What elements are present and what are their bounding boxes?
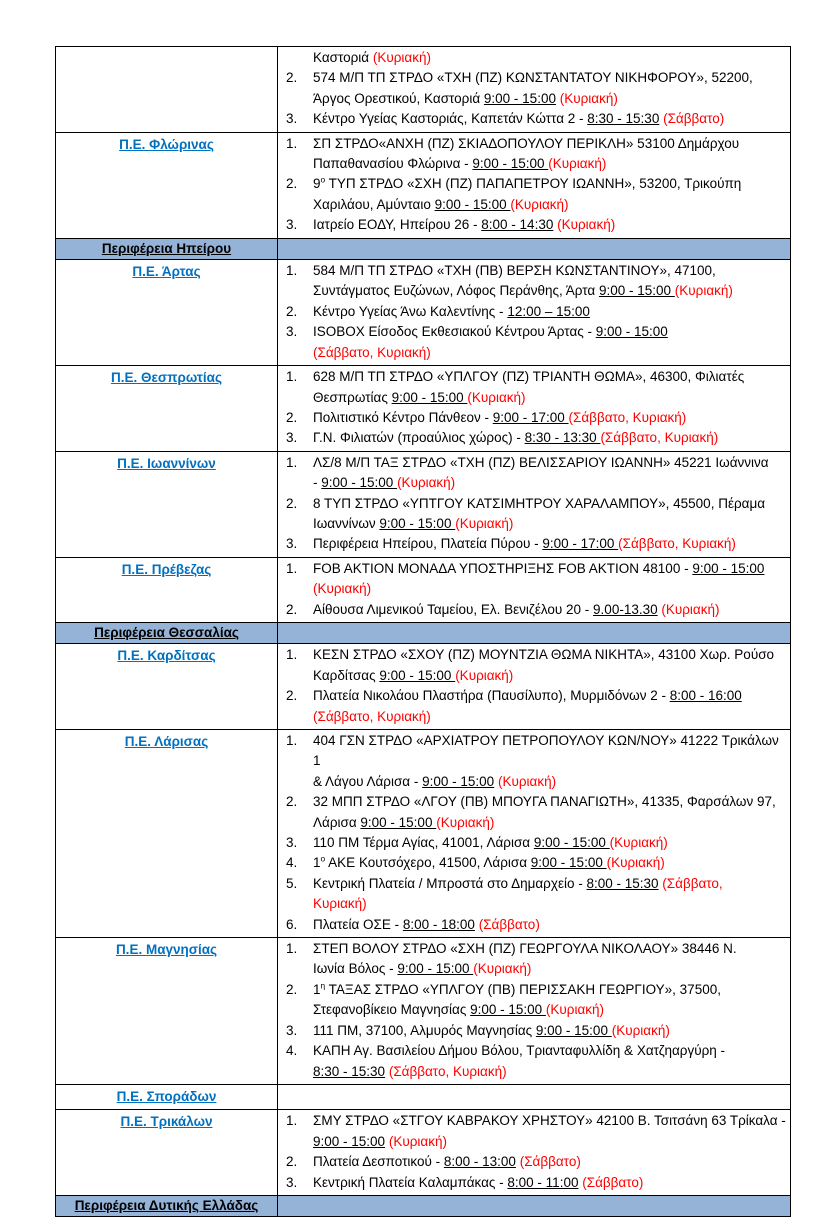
unit-row	[56, 132, 791, 238]
unit-label-cell	[56, 644, 278, 730]
location-text: Ιατρείο ΕΟΔΥ, Ηπείρου 26 -	[313, 217, 482, 233]
location-text: Κεντρική Πλατεία / Μπροστά στο Δημαρχείο -	[313, 875, 587, 891]
locations-cell	[278, 1110, 791, 1196]
item-number: 3.	[286, 324, 298, 340]
locations-cell	[278, 730, 791, 938]
opening-hours: 9:00 - 15:00	[379, 515, 456, 531]
day-annotation: (Κυριακή)	[545, 1002, 605, 1018]
item-number: 1.	[286, 454, 298, 470]
opening-hours: 9:00 - 15:00	[533, 835, 610, 851]
location-text: ΛΣ/8 Μ/Π ΤΑΞ ΣΤΡΔΟ «ΤΧΗ (ΠΖ) ΒΕΛΙΣΣΑΡΙΟΥ ΙΩΑΝΝΗ» 45221 Ιωάννινα	[313, 454, 769, 470]
opening-hours: 9.00-13.30	[593, 601, 658, 617]
unit-row	[56, 260, 791, 366]
location-list-item	[286, 939, 786, 980]
item-text	[313, 1173, 786, 1193]
location-text: Κέντρο Υγείας Άνω Καλεντίνης -	[313, 303, 508, 319]
location-text: Κεντρική Πλατεία Καλαμπάκας -	[313, 1174, 508, 1190]
item-text	[313, 833, 786, 853]
location-list-item	[286, 1152, 786, 1172]
location-text: Λάρισα	[313, 814, 361, 830]
day-annotation: (Σάββατο, Κυριακή)	[313, 708, 431, 724]
superscript: ο	[320, 853, 326, 864]
item-number: 1.	[286, 263, 298, 279]
day-annotation: (Κυριακή)	[455, 515, 514, 531]
location-text: Συντάγματος Ευζώνων, Λόφος Περάνθης, Άρτα	[313, 283, 599, 299]
unit-row	[56, 557, 791, 622]
unit-label-cell	[56, 1084, 278, 1109]
item-number: 4.	[286, 855, 298, 871]
item-number: 3.	[286, 430, 298, 446]
item-text	[313, 645, 786, 686]
unit-label-cell	[56, 1110, 278, 1196]
location-list-item	[286, 367, 786, 408]
day-annotation: (Σάββατο)	[582, 1174, 644, 1190]
item-text	[313, 792, 786, 833]
day-annotation: (Κυριακή)	[313, 581, 372, 597]
location-text: 8 ΤΥΠ ΣΤΡΔΟ «ΥΠΤΓΟΥ ΚΑΤΣΙΜΗΤΡΟΥ ΧΑΡΑΛΑΜΠΟΥ», 45500, Πέραμα	[313, 495, 766, 511]
location-text: Γ.Ν. Φιλιατών (προαύλιος χώρος) -	[313, 430, 525, 446]
unit-label-link[interactable]: Π.Ε. Λάρισας	[124, 734, 209, 749]
item-text	[313, 915, 786, 935]
item-number: 3.	[286, 536, 298, 552]
item-text	[313, 980, 786, 1021]
opening-hours: 9:00 - 15:00	[472, 156, 549, 172]
unit-label-link[interactable]: Π.Ε. Άρτας	[132, 264, 201, 280]
location-list-item	[286, 494, 786, 535]
item-text	[313, 1021, 786, 1041]
opening-hours: 8:00 - 18:00	[402, 916, 475, 932]
region-header-cell	[56, 622, 278, 643]
opening-hours: 9:00 - 15:00	[530, 855, 607, 871]
day-annotation: (Κυριακή)	[436, 814, 495, 830]
day-annotation: (Σάββατο, Κυριακή)	[600, 430, 719, 446]
opening-hours: 9:00 - 15:00	[360, 814, 437, 830]
item-number: 2.	[286, 70, 298, 86]
day-annotation: (Κυριακή)	[467, 389, 526, 405]
opening-hours: 12:00 – 15:00	[507, 303, 590, 319]
item-text	[313, 853, 786, 873]
schedule-table-body	[56, 47, 791, 1217]
unit-label-cell	[56, 451, 278, 557]
item-number: 3.	[286, 217, 298, 233]
item-text	[313, 686, 786, 727]
location-text: ΣΜΥ ΣΤΡΔΟ «ΣΤΓΟΥ ΚΑΒΡΑΚΟΥ ΧΡΗΣΤΟΥ» 42100 Β. Τσιτσάνη 63 Τρίκαλα -	[313, 1113, 786, 1129]
location-text: ΤΥΠ ΣΤΡΔΟ «ΣΧΗ (ΠΖ) ΠΑΠΑΠΕΤΡΟΥ ΙΩΑΝΝΗ», 53200, Τρικούπη	[325, 176, 742, 192]
item-number: 6.	[286, 916, 298, 932]
unit-label-link[interactable]: Π.Ε. Σποράδων	[116, 1088, 217, 1104]
opening-hours: 9:00 - 15:00	[313, 1133, 386, 1149]
day-annotation: (Κυριακή)	[388, 1133, 447, 1149]
item-text	[313, 494, 786, 535]
item-number: 2.	[286, 495, 298, 511]
item-text	[313, 559, 786, 600]
region-header-empty-cell	[278, 1195, 791, 1216]
item-number: 2.	[286, 601, 298, 617]
location-text: ΑΚΕ Κουτσόχερο, 41500, Λάρισα	[325, 855, 531, 871]
location-text: Άργος Ορεστικού, Καστοριά	[313, 90, 484, 106]
item-text	[313, 731, 786, 792]
opening-hours: 9:00 - 15:00	[321, 475, 398, 491]
day-annotation: (Σάββατο)	[478, 916, 540, 932]
opening-hours: 8:00 - 13:00	[443, 1154, 516, 1170]
item-text	[313, 453, 786, 494]
day-annotation: (Κυριακή)	[611, 1022, 670, 1038]
item-number: 3.	[286, 1174, 298, 1190]
locations-cell	[278, 557, 791, 622]
location-text: ΚΑΠΗ Αγ. Βασιλείου Δήμου Βόλου, Τριανταφυλλίδη & Χατζηαργύρη -	[313, 1043, 726, 1059]
item-text	[313, 302, 786, 322]
location-list-item	[286, 134, 786, 175]
item-number: 1.	[286, 1113, 298, 1129]
region-header-label: Περιφέρεια Δυτικής Ελλάδας	[74, 1197, 259, 1213]
unit-row	[56, 1110, 791, 1196]
unit-label-link[interactable]: Π.Ε. Φλώρινας	[119, 136, 214, 152]
item-text	[313, 174, 786, 215]
location-text: Πλατεία Νικολάου Πλαστήρα (Παυσίλυπο), Μυρμιδόνων 2 -	[313, 688, 670, 704]
item-number: 3.	[286, 1022, 298, 1038]
region-header-cell	[56, 1195, 278, 1216]
item-text	[313, 534, 786, 554]
location-text: ΚΕΣΝ ΣΤΡΔΟ «ΣΧΟΥ (ΠΖ) ΜΟΥΝΤΖΙΑ ΘΩΜΑ ΝΙΚΗΤΑ», 43100 Χωρ. Ρούσο	[313, 647, 775, 663]
region-header-empty-cell	[278, 238, 791, 259]
superscript: ο	[320, 174, 326, 185]
location-text: 574 Μ/Π ΤΠ ΣΤΡΔΟ «ΤΧΗ (ΠΖ) ΚΩΝΣΤΑΝΤΑΤΟΥ ΝΙΚΗΦΟΡΟΥ», 52200,	[313, 70, 753, 86]
location-text: Αίθουσα Λιμενικού Ταμείου, Ελ. Βενιζέλου 20 -	[313, 601, 594, 617]
location-text: Παπαθανασίου Φλώρινα -	[313, 156, 473, 172]
day-annotation: (Κυριακή)	[609, 835, 668, 851]
superscript: η	[320, 980, 326, 991]
opening-hours: 9:00 - 15:00	[692, 560, 765, 576]
day-annotation: (Κυριακή)	[661, 601, 720, 617]
unit-label-cell	[56, 366, 278, 452]
unit-row	[56, 366, 791, 452]
unit-row	[56, 451, 791, 557]
location-text: ΤΑΞΑΣ ΣΤΡΔΟ «ΥΠΛΓΟΥ (ΠΒ) ΠΕΡΙΣΣΑΚΗ ΓΕΩΡΓΙΟΥ», 37500,	[325, 981, 721, 997]
day-annotation: (Σάββατο, Κυριακή)	[388, 1063, 507, 1079]
opening-hours: 8:30 - 13:30	[524, 430, 601, 446]
location-text: 1	[313, 981, 321, 997]
location-list-item	[286, 833, 786, 853]
location-text: Πολιτιστικό Κέντρο Πάνθεον -	[313, 409, 493, 425]
item-number: 1.	[286, 733, 298, 748]
region-header-label: Περιφέρεια Ηπείρου	[101, 240, 232, 256]
location-list-item	[286, 731, 786, 792]
unit-label-cell	[56, 260, 278, 366]
item-number: 2.	[286, 688, 298, 704]
document-body	[55, 46, 791, 1217]
opening-hours: 9:00 - 17:00	[492, 409, 569, 425]
unit-label-link[interactable]: Π.Ε. Ιωαννίνων	[117, 455, 216, 471]
location-list-item	[286, 853, 786, 873]
day-annotation: (Κυριακή)	[372, 50, 431, 65]
location-list-item	[286, 261, 786, 302]
location-text: Καρδίτσας	[313, 667, 380, 683]
location-text: -	[313, 475, 322, 491]
location-list-item	[286, 109, 786, 129]
item-text	[313, 134, 786, 175]
item-text	[313, 1041, 786, 1082]
location-text: 110 ΠΜ Τέρμα Αγίας, 41001, Λάρισα	[313, 835, 534, 851]
unit-label-link[interactable]: Π.Ε. Θεσπρωτίας	[111, 370, 222, 386]
location-list-item	[286, 980, 786, 1021]
locations-cell	[278, 47, 791, 133]
item-number: 2.	[286, 303, 298, 319]
location-text: Περιφέρεια Ηπείρου, Πλατεία Πύρου -	[313, 536, 543, 552]
unit-label-cell	[56, 557, 278, 622]
location-list-item	[286, 428, 786, 448]
item-text	[313, 367, 786, 408]
item-number: 3.	[286, 835, 298, 851]
location-list-item	[286, 68, 786, 109]
location-list-item	[286, 600, 786, 620]
opening-hours: 9:00 - 15:00	[391, 389, 468, 405]
day-annotation: (Σάββατο, Κυριακή)	[568, 409, 687, 425]
location-text: 584 Μ/Π ΤΠ ΣΤΡΔΟ «ΤΧΗ (ΠΒ) ΒΕΡΣΗ ΚΩΝΣΤΑΝΤΙΝΟΥ», 47100,	[313, 263, 716, 279]
item-number: 2.	[286, 981, 298, 997]
locations-cell	[278, 451, 791, 557]
locations-cell	[278, 644, 791, 730]
item-number: 1.	[286, 647, 298, 663]
unit-row	[56, 938, 791, 1085]
item-text	[313, 48, 786, 68]
day-annotation: (Κυριακή)	[397, 475, 456, 491]
unit-label-cell	[56, 938, 278, 1085]
item-text	[313, 215, 786, 235]
item-number: 2.	[286, 794, 298, 810]
opening-hours: 9:00 - 15:00	[397, 961, 474, 977]
location-text: ΣΤΕΠ ΒΟΛΟΥ ΣΤΡΔΟ «ΣΧΗ (ΠΖ) ΓΕΩΡΓΟΥΛΑ ΝΙΚΟΛΑΟΥ» 38446 Ν.	[313, 941, 737, 957]
locations-cell	[278, 260, 791, 366]
day-annotation: (Κυριακή)	[455, 667, 514, 683]
item-number: 1.	[286, 135, 298, 151]
item-number: 2.	[286, 409, 298, 425]
location-text: Κέντρο Υγείας Καστοριάς, Καπετάν Κώττα 2 -	[313, 111, 588, 127]
opening-hours: 9:00 - 15:00	[379, 667, 456, 683]
unit-row	[56, 1084, 791, 1109]
day-annotation: (Σάββατο)	[663, 111, 725, 127]
schedule-table	[55, 46, 791, 1217]
opening-hours: 9:00 - 17:00	[542, 536, 619, 552]
opening-hours: 9:00 - 15:00	[483, 90, 556, 106]
locations-cell	[278, 132, 791, 238]
location-list-item	[286, 915, 786, 935]
item-text	[313, 1111, 786, 1152]
unit-label-cell	[56, 132, 278, 238]
day-annotation: (Κυριακή)	[606, 855, 665, 871]
location-text: 9	[313, 176, 321, 192]
day-annotation: (Κυριακή)	[559, 90, 618, 106]
location-list-item	[286, 559, 786, 600]
unit-label-link[interactable]: Π.Ε. Καρδίτσας	[117, 648, 216, 664]
item-number: 3.	[286, 111, 298, 127]
location-text: Πλατεία Δεσποτικού -	[313, 1154, 444, 1170]
item-number: 4.	[286, 1043, 298, 1059]
region-header-row	[56, 1195, 791, 1216]
item-text	[313, 600, 786, 620]
item-number: 5.	[286, 875, 298, 891]
location-list-item	[286, 1021, 786, 1041]
location-list-item	[286, 302, 786, 322]
item-text	[313, 408, 786, 428]
location-text: 32 ΜΠΠ ΣΤΡΔΟ «ΛΓΟΥ (ΠΒ) ΜΠΟΥΓΑ ΠΑΝΑΓΙΩΤΗ», 41335, Φαρσάλων 97,	[313, 794, 776, 810]
unit-row	[56, 47, 791, 133]
location-list-item	[286, 874, 786, 915]
item-text	[313, 109, 786, 129]
item-text	[313, 939, 786, 980]
opening-hours: 8:30 - 15:30	[313, 1063, 386, 1079]
day-annotation: Κυριακή)	[313, 896, 367, 912]
unit-label-link[interactable]: Π.Ε. Τρικάλων	[120, 1114, 213, 1130]
day-annotation: (Κυριακή)	[674, 283, 733, 299]
unit-label-cell	[56, 47, 278, 133]
location-list-item	[286, 174, 786, 215]
opening-hours: 9:00 - 15:00	[470, 1002, 546, 1018]
location-text: Ιωαννίνων	[313, 515, 380, 531]
item-number: 1.	[286, 560, 298, 576]
opening-hours: 9:00 - 15:00	[422, 773, 495, 789]
opening-hours: 9:00 - 15:00	[595, 324, 668, 340]
region-header-cell	[56, 238, 278, 259]
location-text: FOB AKTION ΜΟΝΑΔΑ ΥΠΟΣΤΗΡΙΞΗΣ FOB AKTION 48100 -	[313, 560, 693, 576]
locations-cell	[278, 366, 791, 452]
day-annotation: (Σάββατο, Κυριακή)	[313, 344, 431, 360]
day-annotation: (Κυριακή)	[473, 961, 532, 977]
location-list-item	[286, 1041, 786, 1082]
opening-hours: 8:00 - 15:30	[586, 875, 659, 891]
unit-label-link[interactable]: Π.Ε. Πρέβεζας	[121, 561, 212, 577]
opening-hours: 9:00 - 15:00	[535, 1022, 612, 1038]
item-text	[313, 68, 786, 109]
item-text	[313, 428, 786, 448]
location-text: Θεσπρωτίας	[313, 389, 392, 405]
opening-hours: 9:00 - 15:00	[434, 196, 511, 212]
location-list-item	[286, 792, 786, 833]
location-list-item	[286, 686, 786, 727]
location-text: Στεφανοβίκειο Μαγνησίας	[313, 1002, 471, 1018]
unit-label-link[interactable]: Π.Ε. Μαγνησίας	[115, 942, 218, 958]
location-list-item	[286, 215, 786, 235]
location-list-item	[286, 645, 786, 686]
location-text: 1	[313, 855, 321, 871]
unit-label-cell	[56, 730, 278, 938]
location-text: 404 ΓΣΝ ΣΤΡΔΟ «ΑΡΧΙΑΤΡΟΥ ΠΕΤΡΟΠΟΥΛΟΥ ΚΩΝ/ΝΟΥ» 41222 Τρικάλων 1	[313, 733, 779, 769]
location-list-item	[286, 534, 786, 554]
opening-hours: 9:00 - 15:00	[598, 283, 675, 299]
location-text: Καστοριά	[313, 50, 373, 65]
item-text	[313, 1152, 786, 1172]
location-text: Ιωνία Βόλος -	[313, 961, 398, 977]
location-text: ΣΠ ΣΤΡΔΟ«ΑΝΧΗ (ΠΖ) ΣΚΙΑΔΟΠΟΥΛΟΥ ΠΕΡΙΚΛΗ» 53100 Δημάρχου	[313, 135, 740, 151]
location-text: 111 ΠΜ, 37100, Αλμυρός Μαγνησίας	[313, 1022, 536, 1038]
day-annotation: (Σάββατο)	[519, 1154, 581, 1170]
opening-hours: 8:00 - 11:00	[507, 1174, 579, 1190]
location-list-item	[286, 322, 786, 363]
unit-row	[56, 644, 791, 730]
location-list-item	[286, 453, 786, 494]
location-text: & Λάγου Λάρισα -	[313, 773, 423, 789]
region-header-row	[56, 622, 791, 643]
opening-hours: 8:00 - 14:30	[481, 217, 554, 233]
locations-cell	[278, 938, 791, 1085]
day-annotation: (Κυριακή)	[557, 217, 616, 233]
region-header-label: Περιφέρεια Θεσσαλίας	[94, 624, 239, 640]
region-header-empty-cell	[278, 622, 791, 643]
item-text	[313, 322, 786, 363]
location-text: ISOBOX Είσοδος Εκθεσιακού Κέντρου Άρτας -	[313, 324, 596, 340]
location-list-item	[286, 1111, 786, 1152]
item-number: 1.	[286, 941, 298, 957]
location-list-item	[286, 1173, 786, 1193]
day-annotation: (Σάββατο, Κυριακή)	[618, 536, 736, 552]
region-header-row	[56, 238, 791, 259]
day-annotation: (Κυριακή)	[548, 156, 607, 172]
opening-hours: 8:00 - 16:00	[669, 688, 742, 704]
item-number: 1.	[286, 369, 298, 385]
location-text: 628 Μ/Π ΤΠ ΣΤΡΔΟ «ΥΠΛΓΟΥ (ΠΖ) ΤΡΙΑΝΤΗ ΘΩΜΑ», 46300, Φιλιατές	[313, 369, 745, 385]
day-annotation: (Σάββατο,	[662, 875, 723, 891]
day-annotation: (Κυριακή)	[510, 196, 569, 212]
item-text	[313, 261, 786, 302]
location-text: Χαριλάου, Αμύνταιο	[313, 196, 435, 212]
item-text	[313, 874, 786, 915]
location-list-item	[286, 48, 786, 68]
opening-hours: 8:30 - 15:30	[587, 111, 660, 127]
unit-row	[56, 730, 791, 938]
item-number: 2.	[286, 1154, 298, 1170]
day-annotation: (Κυριακή)	[497, 773, 557, 789]
location-text: Πλατεία ΟΣΕ -	[313, 916, 403, 932]
locations-cell	[278, 1084, 791, 1109]
location-list-item	[286, 408, 786, 428]
item-number: 2.	[286, 176, 298, 192]
